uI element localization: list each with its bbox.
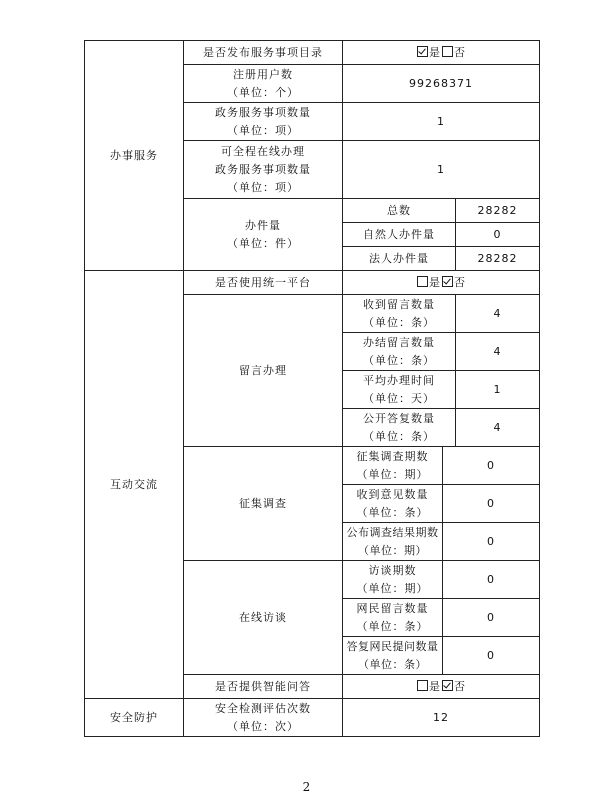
checkbox-empty-icon (442, 46, 453, 57)
choice-yes: 是 (429, 275, 441, 289)
items-value: 1 (343, 103, 540, 141)
qa-label: 是否提供智能问答 (184, 675, 343, 699)
section-service: 办事服务 (85, 41, 184, 271)
message-public-line2: （单位：条） (363, 429, 435, 443)
platform-label: 是否使用统一平台 (184, 271, 343, 295)
online-label-line1: 可全程在线办理 (221, 144, 305, 158)
eval-label (184, 699, 343, 737)
message-avg-label (343, 371, 456, 409)
interview-netizen-line1: 网民留言数量 (356, 601, 429, 615)
checkbox-empty-icon (417, 680, 428, 691)
person-value: 0 (456, 223, 540, 247)
section-security: 安全防护 (85, 699, 184, 737)
choice-yes: 是 (429, 45, 441, 59)
message-done-line1: 办结留言数量 (363, 335, 435, 349)
online-label-line2: 政务服务事项数量 (215, 162, 311, 176)
interview-periods-line2: （单位：期） (356, 581, 429, 595)
catalog-choice (343, 41, 540, 65)
interview-answered-label (343, 637, 443, 675)
users-label-line2: （单位：个） (227, 85, 299, 99)
message-avg-value: 1 (456, 371, 540, 409)
legal-label: 法人办件量 (343, 247, 456, 271)
interview-periods-line1: 访谈期数 (368, 563, 417, 577)
message-group-label: 留言办理 (184, 295, 343, 447)
survey-periods-label (343, 447, 443, 485)
interview-answered-value: 0 (443, 637, 540, 675)
items-label (184, 103, 343, 141)
legal-value: 28282 (456, 247, 540, 271)
message-done-line2: （单位：条） (363, 353, 435, 367)
choice-no: 否 (454, 679, 466, 693)
message-avg-line1: 平均办理时间 (363, 373, 435, 387)
eval-value: 12 (343, 699, 540, 737)
message-received-line2: （单位：条） (363, 315, 435, 329)
message-received-value: 4 (456, 295, 540, 333)
message-done-label (343, 333, 456, 371)
volume-label-line2: （单位：件） (227, 236, 299, 250)
interview-answered-line2: （单位：条） (358, 657, 427, 671)
message-avg-line2: （单位：天） (363, 391, 435, 405)
checkbox-checked-icon (442, 276, 453, 287)
online-value: 1 (343, 141, 540, 199)
message-public-label (343, 409, 456, 447)
qa-choice (343, 675, 540, 699)
online-label-line3: （单位：项） (227, 180, 299, 194)
statistics-table (84, 40, 540, 737)
message-received-line1: 收到留言数量 (363, 297, 435, 311)
online-label (184, 141, 343, 199)
choice-no: 否 (454, 275, 466, 289)
survey-opinions-line2: （单位：条） (356, 505, 429, 519)
message-public-value: 4 (456, 409, 540, 447)
message-done-value: 4 (456, 333, 540, 371)
volume-label-line1: 办件量 (245, 218, 281, 232)
interview-periods-value: 0 (443, 561, 540, 599)
interview-periods-label (343, 561, 443, 599)
survey-results-line1: 公布调查结果期数 (346, 525, 439, 539)
checkbox-empty-icon (417, 276, 428, 287)
total-value: 28282 (456, 199, 540, 223)
items-label-line2: （单位：项） (227, 123, 299, 137)
section-interaction: 互动交流 (85, 271, 184, 699)
volume-label (184, 199, 343, 271)
survey-results-value: 0 (443, 523, 540, 561)
choice-yes: 是 (429, 679, 441, 693)
total-label: 总数 (343, 199, 456, 223)
survey-opinions-line1: 收到意见数量 (356, 487, 429, 501)
platform-choice (343, 271, 540, 295)
eval-label-line2: （单位：次） (227, 719, 299, 733)
users-label-line1: 注册用户数 (233, 67, 293, 81)
survey-periods-line2: （单位：期） (356, 467, 429, 481)
items-label-line1: 政务服务事项数量 (215, 105, 311, 119)
users-label (184, 65, 343, 103)
person-label: 自然人办件量 (343, 223, 456, 247)
choice-no: 否 (454, 45, 466, 59)
interview-group-label: 在线访谈 (184, 561, 343, 675)
interview-netizen-value: 0 (443, 599, 540, 637)
catalog-label: 是否发布服务事项目录 (184, 41, 343, 65)
survey-periods-line1: 征集调查期数 (356, 449, 429, 463)
survey-results-label (343, 523, 443, 561)
checkbox-checked-icon (442, 680, 453, 691)
page-number: 2 (302, 780, 311, 794)
survey-periods-value: 0 (443, 447, 540, 485)
survey-opinions-label (343, 485, 443, 523)
survey-opinions-value: 0 (443, 485, 540, 523)
survey-results-line2: （单位：期） (358, 543, 427, 557)
survey-group-label: 征集调查 (184, 447, 343, 561)
checkbox-checked-icon (417, 46, 428, 57)
eval-label-line1: 安全检测评估次数 (215, 701, 311, 715)
interview-answered-line1: 答复网民提问数量 (346, 639, 439, 653)
message-public-line1: 公开答复数量 (363, 411, 435, 425)
users-value: 99268371 (343, 65, 540, 103)
message-received-label (343, 295, 456, 333)
interview-netizen-line2: （单位：条） (356, 619, 429, 633)
interview-netizen-label (343, 599, 443, 637)
